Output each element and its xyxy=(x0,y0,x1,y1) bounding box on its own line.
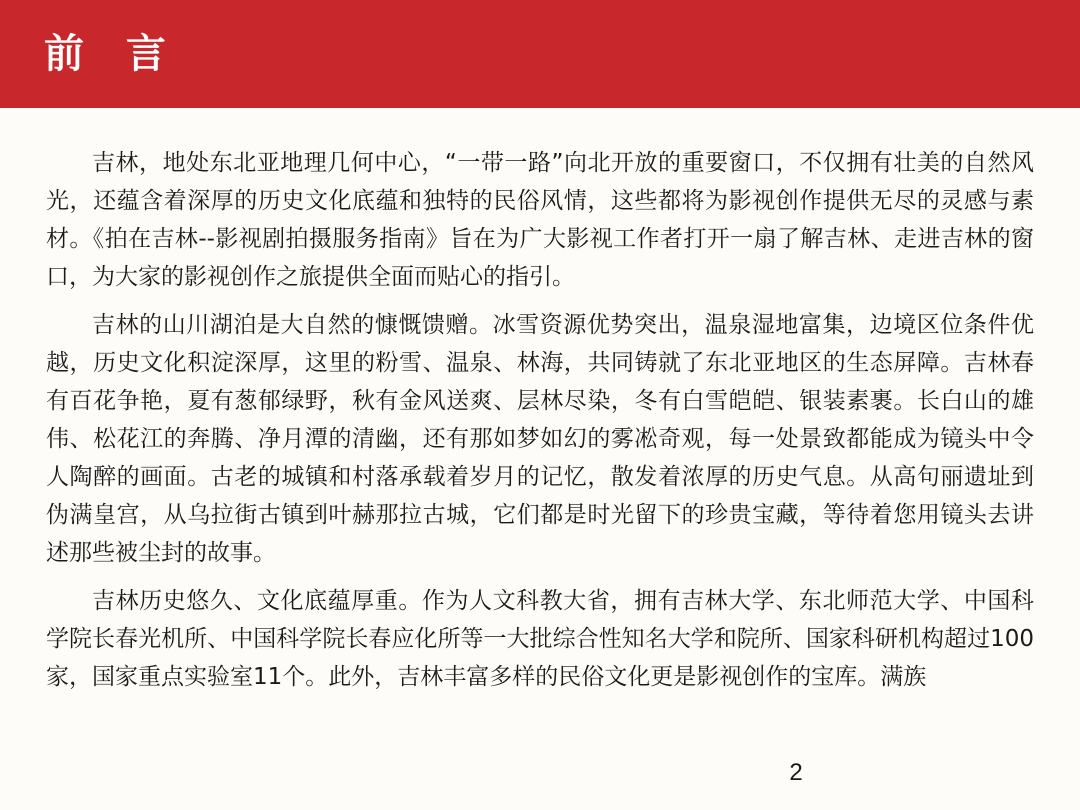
paragraph-culture: 吉林历史悠久、文化底蕴厚重。作为人文科教大省，拥有吉林大学、东北师范大学、中国科学院长春光机所、中国科学院长春应化所等一大批综合性知名大学和院所、国家科研机构超过100家，国家重点实验室11个。此外，吉林丰富多样的民俗文化更是影视创作的宝库。满族 xyxy=(46,588,1034,690)
paragraph-landscape: 吉林的山川湖泊是大自然的慷慨馈赠。冰雪资源优势突出，温泉湿地富集，边境区位条件优越，历史文化积淀深厚，这里的粉雪、温泉、林海，共同铸就了东北亚地区的生态屏障。吉林春有百花争艳，夏有葱郁绿野，秋有金风送爽、层林尽染，冬有白雪皑皑、银装素裹。长白山的雄伟、松花江的奔腾、净月潭的清幽，还有那如梦如幻的雾凇奇观，每一处景致都能成为镜头中令人陶醉的画面。古老的城镇和村落承载着岁月的记忆，散发着浓厚的历史气息。从高句丽遗址到伪满皇宫，从乌拉街古镇到叶赫那拉古城，它们都是时光留下的珍贵宝藏，等待着您用镜头去讲述那些被尘封的故事。 xyxy=(46,312,1034,566)
page-number: 2 xyxy=(789,759,803,786)
paragraph-intro: 吉林，地处东北亚地理几何中心，“一带一路”向北开放的重要窗口，不仅拥有壮美的自然风光，还蕴含着深厚的历史文化底蕴和独特的民俗风情，这些都将为影视创作提供无尽的灵感与素材。《拍在吉林--影视剧拍摄服务指南》旨在为广大影视工作者打开一扇了解吉林、走进吉林的窗口，为大家的影视创作之旅提供全面而贴心的指引。 xyxy=(46,150,1034,290)
header-banner xyxy=(0,0,1080,108)
page-title: 前 言 xyxy=(44,31,180,77)
body-text xyxy=(46,144,1034,706)
